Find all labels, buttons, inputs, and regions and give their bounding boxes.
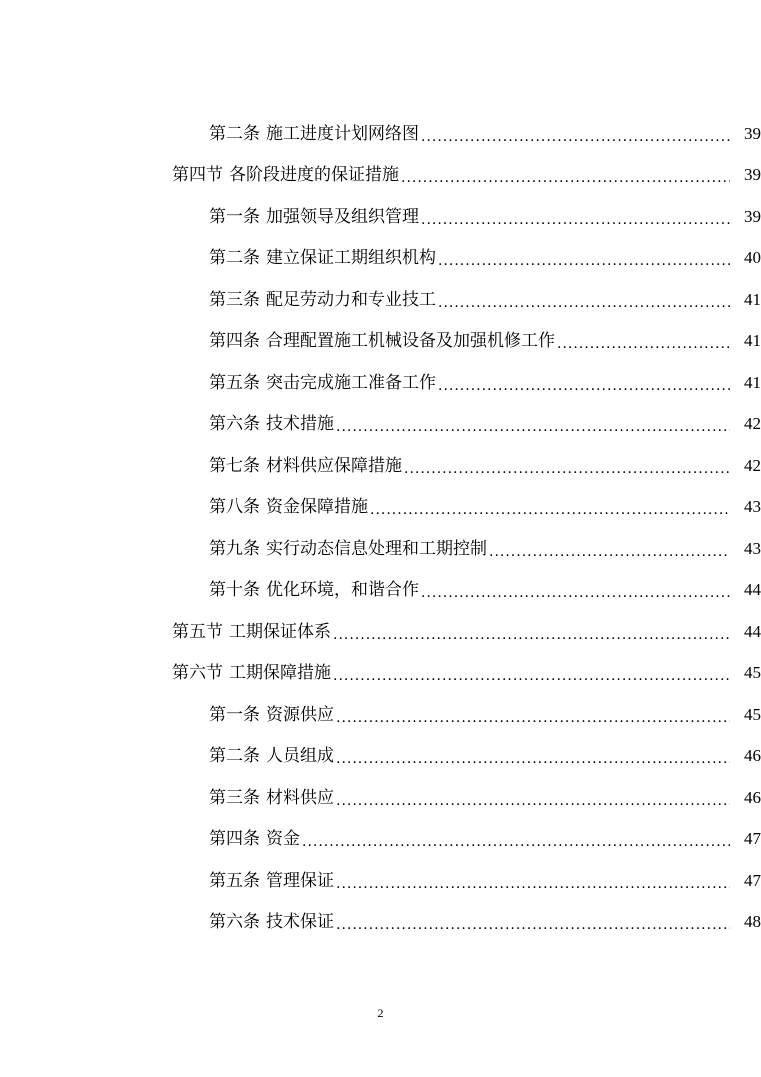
toc-entry-label xyxy=(209,290,436,310)
toc-entry-page: 39 xyxy=(744,165,761,185)
toc-entry-label xyxy=(209,580,419,600)
toc-entry-page: 43 xyxy=(744,497,761,517)
dot-leader xyxy=(333,666,730,686)
toc-entry-page: 48 xyxy=(744,912,761,932)
toc-entry-page: 42 xyxy=(744,455,761,475)
toc-entry-number: 第四条 xyxy=(209,331,260,352)
dot-leader xyxy=(336,749,730,769)
toc-entry-title: 资金 xyxy=(266,829,300,850)
toc-entry-title: 技术保证 xyxy=(266,912,334,933)
toc-entry-page: 45 xyxy=(744,704,761,724)
toc-article-entry[interactable] xyxy=(0,694,761,736)
toc-entry-number: 第六条 xyxy=(209,414,260,435)
dot-leader xyxy=(370,500,730,520)
toc-entry-page: 39 xyxy=(744,206,761,226)
toc-entry-number: 第一条 xyxy=(209,206,260,227)
dot-leader xyxy=(336,874,730,894)
toc-entry-page: 44 xyxy=(744,621,761,641)
toc-entry-title: 加强领导及组织管理 xyxy=(266,206,419,227)
toc-article-entry[interactable] xyxy=(0,362,761,404)
toc-entry-number: 第五节 xyxy=(172,621,223,642)
toc-entry-label xyxy=(172,663,331,683)
toc-entry-number: 第五条 xyxy=(209,870,260,891)
toc-entry-label xyxy=(209,539,487,559)
toc-entry-title: 材料供应 xyxy=(266,787,334,808)
toc-entry-number: 第二条 xyxy=(209,746,260,767)
toc-entry-label xyxy=(209,456,402,476)
toc-entry-label xyxy=(209,331,555,351)
toc-entry-page: 40 xyxy=(744,248,761,268)
toc-entry-title: 人员组成 xyxy=(266,746,334,767)
toc-article-entry[interactable] xyxy=(0,404,761,446)
toc-article-entry[interactable] xyxy=(0,570,761,612)
dot-leader xyxy=(421,583,730,603)
table-of-contents xyxy=(0,113,761,943)
toc-entry-label xyxy=(209,373,436,393)
toc-article-entry[interactable] xyxy=(0,902,761,944)
toc-article-entry[interactable] xyxy=(0,860,761,902)
dot-leader xyxy=(557,334,730,354)
toc-entry-label xyxy=(209,871,334,891)
toc-entry-label xyxy=(209,788,334,808)
dot-leader xyxy=(438,376,730,396)
toc-section-entry[interactable] xyxy=(0,653,761,695)
toc-entry-number: 第六节 xyxy=(172,663,223,684)
toc-entry-number: 第二条 xyxy=(209,248,260,269)
toc-article-entry[interactable] xyxy=(0,196,761,238)
toc-article-entry[interactable] xyxy=(0,445,761,487)
toc-entry-page: 42 xyxy=(744,414,761,434)
toc-entry-label xyxy=(172,622,331,642)
dot-leader xyxy=(438,293,730,313)
toc-entry-page: 39 xyxy=(744,123,761,143)
dot-leader xyxy=(336,791,730,811)
dot-leader xyxy=(438,251,730,271)
dot-leader xyxy=(336,915,730,935)
toc-entry-number: 第八条 xyxy=(209,497,260,518)
toc-article-entry[interactable] xyxy=(0,777,761,819)
dot-leader xyxy=(401,168,730,188)
toc-entry-page: 43 xyxy=(744,538,761,558)
toc-entry-label xyxy=(209,746,334,766)
toc-article-entry[interactable] xyxy=(0,487,761,529)
toc-entry-page: 47 xyxy=(744,829,761,849)
toc-entry-title: 工期保障措施 xyxy=(229,663,331,684)
toc-entry-number: 第三条 xyxy=(209,787,260,808)
toc-entry-page: 44 xyxy=(744,580,761,600)
dot-leader xyxy=(333,625,730,645)
toc-entry-number: 第一条 xyxy=(209,704,260,725)
toc-article-entry[interactable] xyxy=(0,113,761,155)
toc-entry-label xyxy=(209,912,334,932)
toc-entry-title: 合理配置施工机械设备及加强机修工作 xyxy=(266,331,555,352)
toc-section-entry[interactable] xyxy=(0,611,761,653)
toc-entry-number: 第五条 xyxy=(209,372,260,393)
toc-entry-label xyxy=(209,207,419,227)
toc-entry-number: 第四节 xyxy=(172,165,223,186)
toc-article-entry[interactable] xyxy=(0,736,761,778)
toc-entry-number: 第七条 xyxy=(209,455,260,476)
toc-entry-title: 技术措施 xyxy=(266,414,334,435)
page-number: 2 xyxy=(377,1006,384,1020)
toc-entry-label xyxy=(209,705,334,725)
toc-entry-label xyxy=(209,248,436,268)
toc-entry-number: 第九条 xyxy=(209,538,260,559)
toc-entry-number: 第六条 xyxy=(209,912,260,933)
toc-entry-title: 施工进度计划网络图 xyxy=(266,123,419,144)
toc-entry-label xyxy=(209,829,300,849)
toc-entry-number: 第十条 xyxy=(209,580,260,601)
dot-leader xyxy=(336,417,730,437)
dot-leader xyxy=(336,708,730,728)
dot-leader xyxy=(421,127,730,147)
toc-entry-page: 41 xyxy=(744,372,761,392)
toc-entry-page: 46 xyxy=(744,787,761,807)
toc-article-entry[interactable] xyxy=(0,321,761,363)
toc-entry-label xyxy=(209,497,368,517)
toc-entry-page: 47 xyxy=(744,870,761,890)
toc-entry-label xyxy=(209,414,334,434)
toc-entry-page: 41 xyxy=(744,331,761,351)
toc-article-entry[interactable] xyxy=(0,528,761,570)
dot-leader xyxy=(302,832,730,852)
toc-entry-title: 工期保证体系 xyxy=(229,621,331,642)
toc-entry-label xyxy=(209,124,419,144)
toc-article-entry[interactable] xyxy=(0,819,761,861)
dot-leader xyxy=(404,459,730,479)
toc-entry-title: 各阶段进度的保证措施 xyxy=(229,165,399,186)
toc-entry-title: 建立保证工期组织机构 xyxy=(266,248,436,269)
toc-entry-title: 资金保障措施 xyxy=(266,497,368,518)
toc-entry-title: 材料供应保障措施 xyxy=(266,455,402,476)
toc-section-entry[interactable] xyxy=(0,155,761,197)
toc-entry-page: 45 xyxy=(744,663,761,683)
dot-leader xyxy=(489,542,730,562)
toc-article-entry[interactable] xyxy=(0,238,761,280)
toc-article-entry[interactable] xyxy=(0,279,761,321)
dot-leader xyxy=(421,210,730,230)
toc-entry-page: 41 xyxy=(744,289,761,309)
toc-entry-page: 46 xyxy=(744,746,761,766)
toc-entry-label xyxy=(172,165,399,185)
toc-entry-title: 优化环境，和谐合作 xyxy=(266,580,419,601)
toc-entry-title: 资源供应 xyxy=(266,704,334,725)
toc-entry-title: 管理保证 xyxy=(266,870,334,891)
toc-entry-title: 配足劳动力和专业技工 xyxy=(266,289,436,310)
toc-entry-number: 第二条 xyxy=(209,123,260,144)
toc-entry-title: 突击完成施工准备工作 xyxy=(266,372,436,393)
toc-entry-number: 第三条 xyxy=(209,289,260,310)
toc-entry-title: 实行动态信息处理和工期控制 xyxy=(266,538,487,559)
toc-entry-number: 第四条 xyxy=(209,829,260,850)
